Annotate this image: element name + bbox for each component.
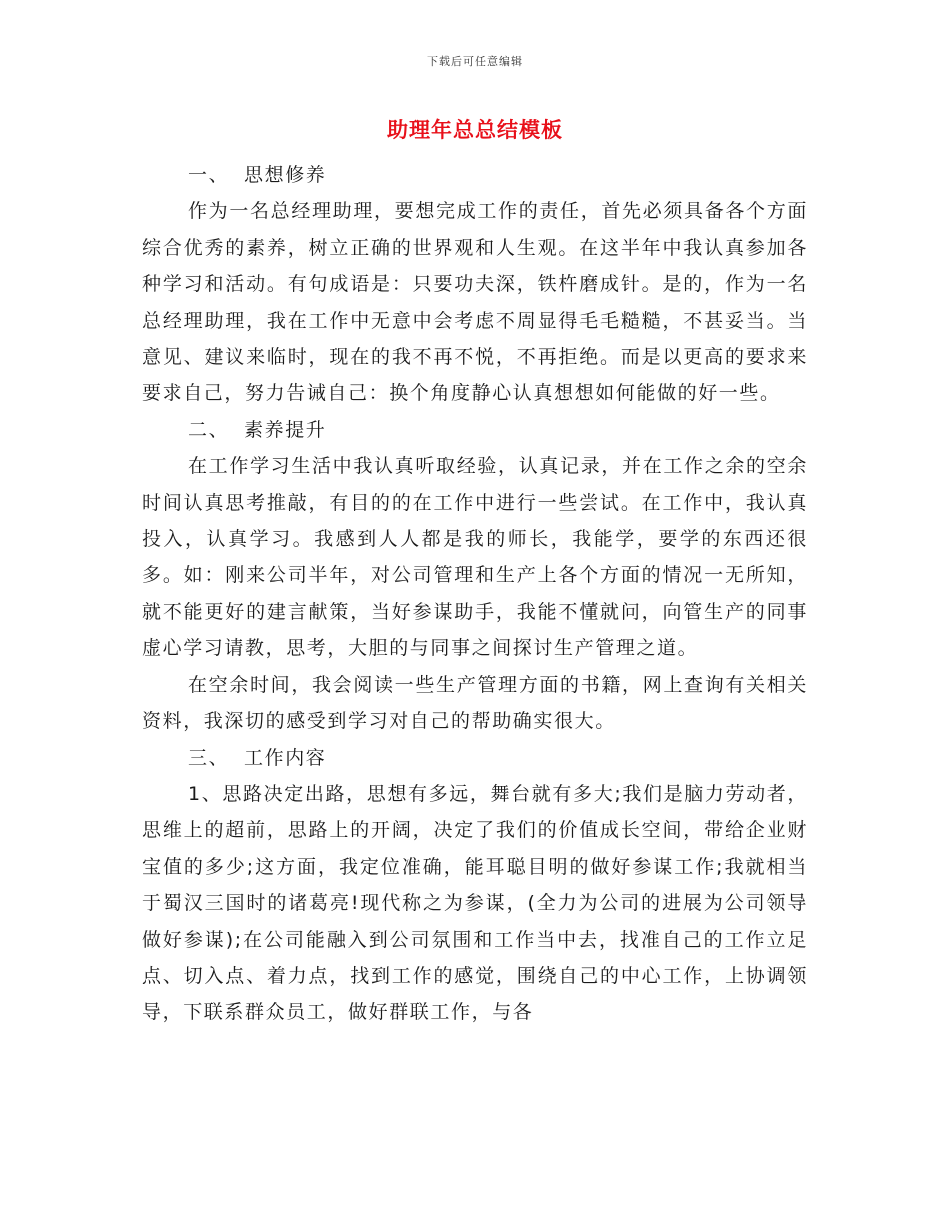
- section-heading: [142, 157, 808, 193]
- section-number: 一、: [188, 164, 230, 186]
- section-heading-text: 工作内容: [244, 746, 327, 769]
- section-number: 三、: [188, 746, 230, 769]
- document-body: [142, 157, 808, 1031]
- paragraph: 作为一名总经理助理，要想完成工作的责任，首先必须具备各个方面综合优秀的素养，树立正确的世界观和人生观。在这半年中我认真参加各种学习和活动。有句成语是：只要功夫深，铁杵磨成针。是的，作为一名总经理助理，我在工作中无意中会考虑不周显得毛毛糙糙，不甚妥当。当意见、建议来临时，现在的我不再不悦，不再拒绝。而是以更高的要求来要求自己，努力告诫自己：换个角度静心认真想想如何能做的好一些。: [142, 200, 808, 405]
- section-number: 二、: [188, 418, 230, 441]
- section-heading-text: 思想修养: [244, 164, 327, 186]
- section-heading: [142, 740, 808, 776]
- section-heading: [142, 412, 808, 448]
- paragraph: 在空余时间，我会阅读一些生产管理方面的书籍，网上查询有关相关资料，我深切的感受到学习对自己的帮助确实很大。: [142, 673, 808, 733]
- document-title: 助理年总总结模板: [387, 118, 563, 142]
- paragraph: 在工作学习生活中我认真听取经验，认真记录，并在工作之余的空余时间认真思考推敲，有目的的在工作中进行一些尝试。在工作中，我认真投入，认真学习。我感到人人都是我的师长，我能学，要学的东西还很多。如：刚来公司半年，对公司管理和生产上各个方面的情况一无所知，就不能更好的建言献策，当好参谋助手，我能不懂就问，向管生产的同事虚心学习请教，思考，大胆的与同事之间探讨生产管理之道。: [142, 455, 808, 660]
- header-note: 下载后可任意编辑: [427, 55, 523, 68]
- paragraph: 1、思路决定出路，思想有多远，舞台就有多大;我们是脑力劳动者，思维上的超前，思路上的开阔，决定了我们的价值成长空间，带给企业财宝值的多少;这方面，我定位准确，能耳聪目明的做好参谋工作;我就相当于蜀汉三国时的诸葛亮!现代称之为参谋，(全力为公司的进展为公司领导做好参谋);在公司能融入到公司氛围和工作当中去，找准自己的工作立足点、切入点、着力点，找到工作的感觉，围绕自己的中心工作，上协调领导，下联系群众员工，做好群联工作，与各: [142, 782, 808, 1024]
- section-heading-text: 素养提升: [244, 418, 327, 441]
